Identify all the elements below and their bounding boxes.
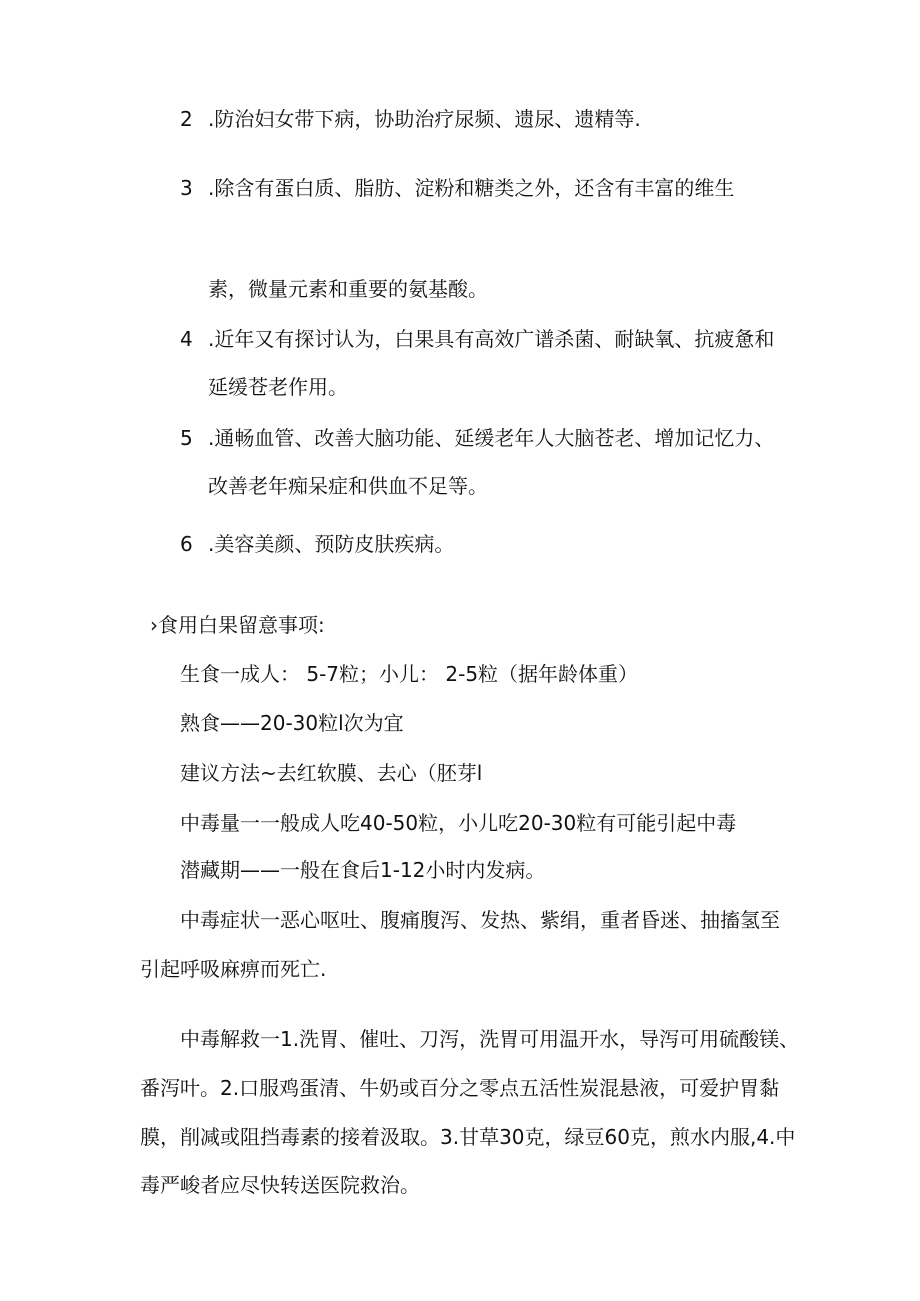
benefit-item-3-continuation: 素，微量元素和重要的氨基酸。 bbox=[208, 277, 488, 301]
rescue-line-4: 毒严峻者应尽快转送医院救治。 bbox=[140, 1173, 420, 1197]
incubation-line: 潜藏期——一般在食后1-12小时内发病。 bbox=[180, 858, 546, 882]
method-line: 建议方法~去红软膜、去心（胚芽l bbox=[180, 761, 483, 785]
raw-dose-line: 生食一成人： 5-7粒；小儿： 2-5粒（据年龄体重） bbox=[180, 662, 639, 686]
benefit-item-6 bbox=[180, 531, 454, 557]
benefit-item-3 bbox=[180, 175, 734, 201]
item-number: 2 bbox=[180, 107, 193, 131]
item-text: .近年又有探讨认为，白果具有高效广谱杀菌、耐缺氧、抗疲惫和 bbox=[208, 327, 775, 351]
item-text: .美容美颜、预防皮肤疾病。 bbox=[208, 532, 455, 556]
benefit-item-5-continuation: 改善老年痴呆症和供血不足等。 bbox=[208, 474, 488, 498]
cooked-dose-line: 熟食——20-30粒l次为宜 bbox=[180, 711, 404, 735]
item-number: 4 bbox=[180, 327, 193, 351]
benefit-item-2 bbox=[180, 106, 641, 132]
rescue-line-2: 番泻叶。2.口服鸡蛋清、牛奶或百分之零点五活性炭混悬液，可爱护胃黏 bbox=[140, 1076, 780, 1100]
item-number: 5 bbox=[180, 426, 193, 450]
symptoms-line-2: 引起呼吸麻痹而死亡. bbox=[140, 957, 327, 981]
toxic-dose-line: 中毒量一一般成人吃40-50粒，小儿吃20-30粒有可能引起中毒 bbox=[180, 811, 737, 835]
rescue-line-3: 膜，削减或阻挡毒素的接着汲取。3.甘草30克，绿豆60克，煎水内服,4.中 bbox=[140, 1125, 796, 1149]
benefit-item-4 bbox=[180, 326, 774, 352]
precautions-heading: ›食用白果留意事项: bbox=[150, 613, 325, 637]
item-number: 6 bbox=[180, 532, 193, 556]
rescue-line-1: 中毒解救一1.洗胃、催吐、刀泻，洗胃可用温开水，导泻可用硫酸镁、 bbox=[180, 1027, 800, 1051]
item-text: .防治妇女带下病，协助治疗尿频、遗尿、遗精等. bbox=[208, 107, 641, 131]
benefit-item-5 bbox=[180, 425, 774, 451]
item-number: 3 bbox=[180, 176, 193, 200]
item-text: .通畅血管、改善大脑功能、延缓老年人大脑苍老、增加记忆力、 bbox=[208, 426, 775, 450]
symptoms-line-1: 中毒症状一恶心呕吐、腹痛腹泻、发热、紫绢，重者昏迷、抽搐氢至 bbox=[180, 908, 780, 932]
item-text: .除含有蛋白质、脂肪、淀粉和糖类之外，还含有丰富的维生 bbox=[208, 176, 735, 200]
benefit-item-4-continuation: 延缓苍老作用。 bbox=[208, 375, 348, 399]
